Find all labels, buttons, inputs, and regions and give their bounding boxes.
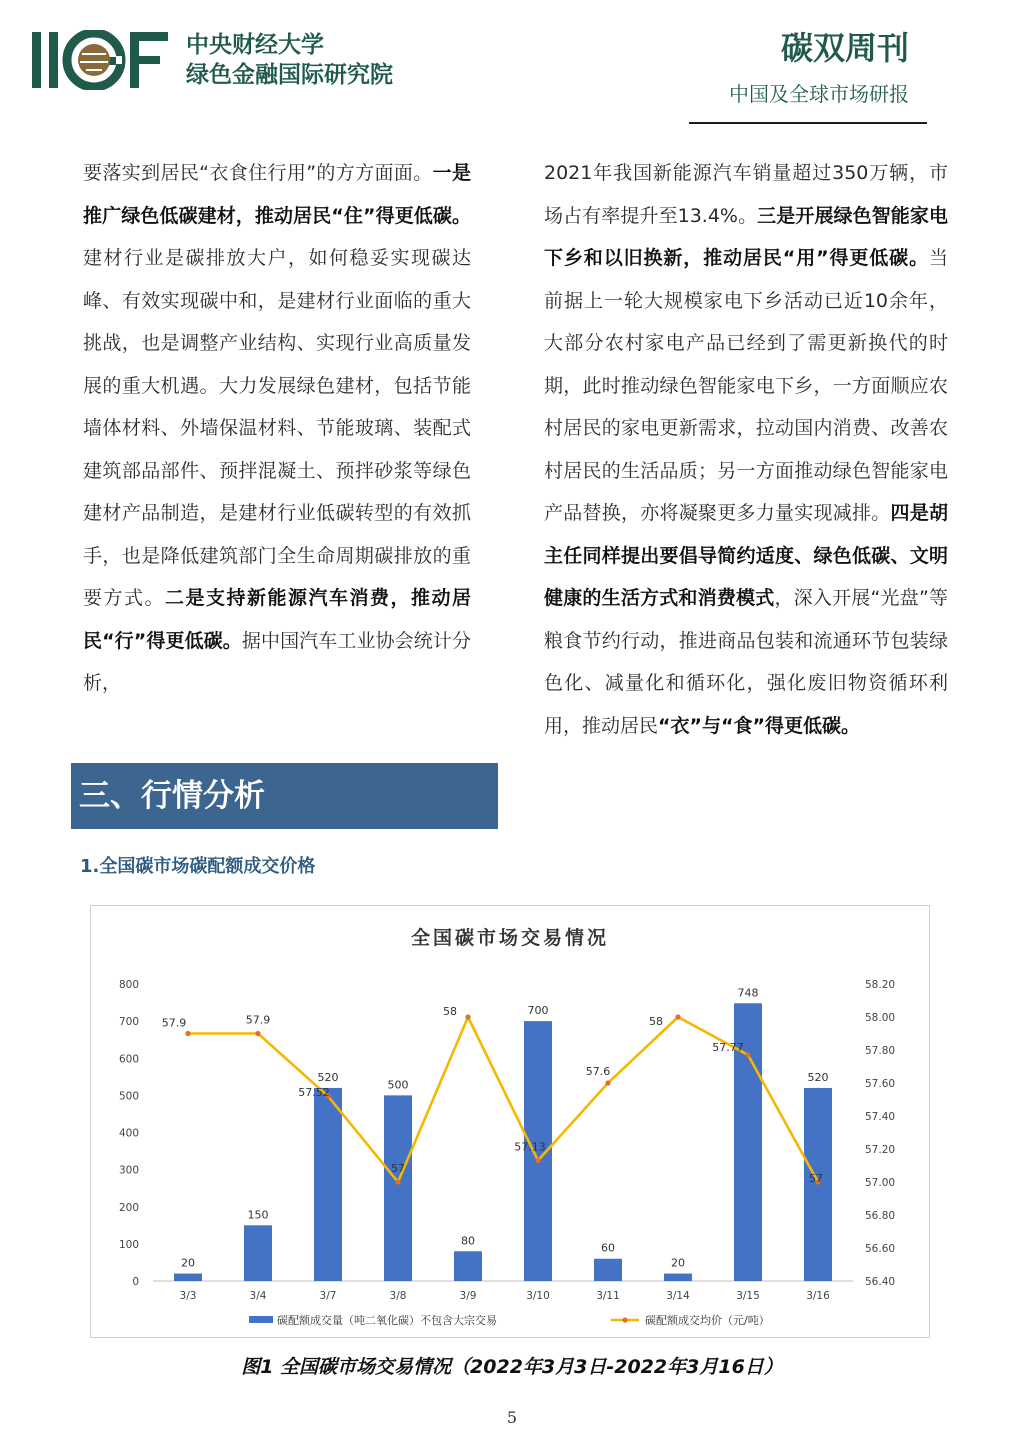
org-name bbox=[186, 30, 393, 90]
left-axis-tick: 100 bbox=[118, 1238, 139, 1251]
price-point bbox=[605, 1080, 610, 1085]
bold-text-run: 三是开展绿色智能家电下乡和以旧换新，推动居民“用”得更低碳。 bbox=[544, 204, 948, 269]
bar-data-label: 20 bbox=[671, 1256, 685, 1270]
volume-bar bbox=[174, 1274, 202, 1281]
price-point bbox=[255, 1031, 260, 1036]
right-axis-tick: 56.80 bbox=[865, 1210, 896, 1222]
volume-bar bbox=[664, 1274, 692, 1281]
section-heading: 三、行情分析 bbox=[71, 763, 498, 829]
text-run: ，深入开展“光盘”等粮食节约行动，推进商品包装和流通环节包装绿色化、减量化和循环化，强化废旧物资循环利用，推动居民 bbox=[544, 587, 948, 737]
org-line2: 绿色金融国际研究院 bbox=[186, 62, 393, 88]
price-point bbox=[185, 1031, 190, 1036]
right-axis-tick: 57.80 bbox=[865, 1045, 896, 1057]
right-axis-tick: 58.20 bbox=[865, 979, 896, 991]
x-axis-tick: 3/7 bbox=[319, 1290, 337, 1302]
text-run: 建材行业是碳排放大户，如何稳妥实现碳达峰、有效实现碳中和，是建材行业面临的重大挑战，也是调整产业结构、实现行业高质量发展的重大机遇。大力发展绿色建材，包括节能墙体材料、外墙保温材料、节能玻璃、装配式建筑部品部件、预拌混凝土、预拌砂浆等绿色建材产品制造，是建材行业低碳转型的有效抓手，也是降低建筑部门全生命周期碳排放的重要方式。 bbox=[83, 247, 471, 609]
left-axis-tick: 800 bbox=[118, 979, 139, 991]
left-axis-tick: 0 bbox=[132, 1276, 139, 1288]
text-run: 2021年我国新能源汽车销量超过350万辆，市场占有率提升至13.4%。 bbox=[544, 162, 948, 227]
bar-data-label: 60 bbox=[601, 1241, 615, 1255]
journal-title: 碳双周刊 bbox=[780, 29, 909, 67]
price-point bbox=[535, 1158, 540, 1163]
right-column-text bbox=[544, 152, 948, 747]
left-axis-tick: 400 bbox=[118, 1127, 139, 1140]
figure-caption: 图1 全国碳市场交易情况（2022年3月3日-2022年3月16日） bbox=[241, 1356, 783, 1378]
left-axis-tick: 200 bbox=[118, 1201, 139, 1214]
x-axis-tick: 3/9 bbox=[459, 1290, 477, 1302]
volume-bar bbox=[454, 1251, 482, 1281]
line-data-label: 57 bbox=[391, 1162, 405, 1175]
line-data-label: 58 bbox=[649, 1015, 663, 1028]
org-line1: 中央财经大学 bbox=[186, 32, 324, 58]
left-axis-tick: 500 bbox=[118, 1090, 139, 1103]
bold-text-run: 一是推广绿色低碳建材，推动居民“住”得更低碳。 bbox=[83, 162, 471, 227]
bold-text-run: 二是支持新能源汽车消费，推动居民“行”得更低碳。 bbox=[83, 587, 471, 652]
left-axis-tick: 600 bbox=[118, 1053, 139, 1066]
header-rule bbox=[689, 122, 927, 124]
volume-bar bbox=[244, 1225, 272, 1281]
x-axis-tick: 3/15 bbox=[736, 1290, 760, 1302]
bold-text-run: “衣”与“食”得更低碳。 bbox=[658, 714, 860, 737]
subsection-heading: 1.全国碳市场碳配额成交价格 bbox=[80, 856, 316, 877]
bar-data-label: 20 bbox=[181, 1256, 195, 1270]
bar-data-label: 80 bbox=[461, 1234, 475, 1248]
text-run: 要落实到居民“衣食住行用”的方方面面。 bbox=[83, 162, 433, 184]
x-axis-tick: 3/3 bbox=[179, 1290, 197, 1302]
price-point bbox=[745, 1052, 750, 1057]
page-number: 5 bbox=[506, 1408, 518, 1427]
left-axis-tick: 700 bbox=[118, 1016, 139, 1029]
right-axis-tick: 57.40 bbox=[865, 1111, 896, 1123]
x-axis-tick: 3/14 bbox=[666, 1290, 690, 1302]
chart-title: 全国碳市场交易情况 bbox=[410, 927, 610, 949]
x-axis-tick: 3/16 bbox=[806, 1290, 830, 1302]
right-axis-tick: 57.20 bbox=[865, 1144, 896, 1156]
left-column-text bbox=[83, 152, 471, 705]
bar-data-label: 500 bbox=[387, 1078, 409, 1092]
price-point bbox=[465, 1014, 470, 1019]
right-axis-tick: 57.60 bbox=[865, 1078, 896, 1090]
line-data-label: 58 bbox=[443, 1005, 457, 1018]
journal-subtitle: 中国及全球市场研报 bbox=[729, 82, 909, 106]
bar-data-label: 520 bbox=[317, 1070, 339, 1084]
bar-data-label: 748 bbox=[737, 986, 759, 1000]
carbon-market-chart bbox=[91, 906, 929, 1337]
volume-bar bbox=[594, 1259, 622, 1281]
volume-bar bbox=[314, 1088, 342, 1281]
journal-block bbox=[729, 26, 929, 112]
price-point bbox=[675, 1014, 680, 1019]
right-axis-tick: 57.00 bbox=[865, 1177, 896, 1189]
price-point bbox=[395, 1179, 400, 1184]
legend-line-label: 碳配额成交均价（元/吨） bbox=[645, 1314, 770, 1327]
x-axis-tick: 3/11 bbox=[596, 1290, 620, 1302]
line-data-label: 57.9 bbox=[245, 1013, 271, 1027]
right-axis-tick: 56.40 bbox=[865, 1276, 896, 1288]
line-data-label: 57.6 bbox=[585, 1065, 611, 1078]
iigf-logo bbox=[32, 30, 172, 90]
line-data-label: 57.77 bbox=[712, 1040, 744, 1054]
text-run: 据中国汽车工业协会统计分析， bbox=[83, 629, 471, 694]
bar-data-label: 150 bbox=[247, 1208, 269, 1222]
x-axis-tick: 3/10 bbox=[526, 1290, 550, 1302]
bar-data-label: 700 bbox=[527, 1004, 549, 1018]
line-data-label: 57.13 bbox=[514, 1140, 546, 1154]
chart-frame bbox=[90, 905, 930, 1338]
legend-bar-swatch bbox=[249, 1316, 273, 1323]
line-data-label: 57.52 bbox=[298, 1086, 330, 1100]
right-axis-tick: 58.00 bbox=[865, 1012, 896, 1024]
left-axis-tick: 300 bbox=[118, 1164, 139, 1177]
x-axis-tick: 3/8 bbox=[389, 1290, 407, 1302]
text-run: 当前据上一轮大规模家电下乡活动已近10余年，大部分农村家电产品已经到了需更新换代的时期，此时推动绿色智能家电下乡，一方面顺应农村居民的家电更新需求，拉动国内消费、改善农村居民的生活品质；另一方面推动绿色智能家电产品替换，亦将凝聚更多力量实现减排。 bbox=[544, 247, 948, 524]
legend-line-marker bbox=[622, 1317, 627, 1322]
volume-bar bbox=[384, 1095, 412, 1281]
right-axis-tick: 56.60 bbox=[865, 1243, 896, 1255]
bar-data-label: 520 bbox=[807, 1070, 829, 1084]
line-data-label: 57.9 bbox=[161, 1016, 187, 1030]
x-axis-tick: 3/4 bbox=[249, 1290, 267, 1302]
legend-bar-label: 碳配额成交量（吨二氧化碳）不包含大宗交易 bbox=[277, 1314, 497, 1327]
line-data-label: 57 bbox=[809, 1172, 823, 1185]
bold-text-run: 四是胡主任同样提出要倡导简约适度、绿色低碳、文明健康的生活方式和消费模式 bbox=[544, 502, 948, 609]
